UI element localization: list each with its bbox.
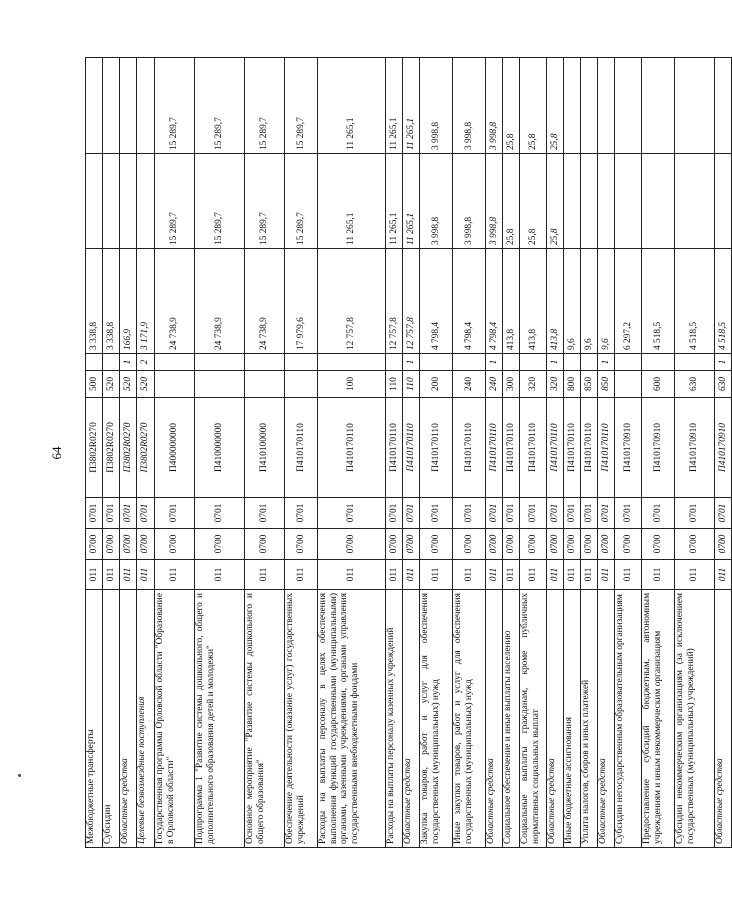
row-section: 0700	[453, 529, 486, 560]
row-glava: 011	[486, 560, 503, 590]
row-amount-2: 25,8	[520, 154, 547, 249]
row-amount-1: 4 518,5	[642, 249, 675, 354]
row-expense-type: 520	[120, 371, 137, 398]
row-expense-type: 240	[486, 371, 503, 398]
table-row	[318, 58, 386, 848]
row-subsection: 0701	[503, 498, 520, 529]
row-section: 0700	[120, 529, 137, 560]
row-amount-3	[86, 58, 103, 154]
row-source	[285, 354, 318, 371]
row-subsection: 0701	[715, 498, 732, 529]
row-glava: 011	[503, 560, 520, 590]
row-source	[675, 354, 715, 371]
table-row	[137, 58, 155, 848]
row-target-article: П410170110	[453, 398, 486, 498]
row-name: Межбюджетные трансферты	[86, 590, 103, 848]
row-name: Уплата налогов, сборов и иных платежей	[581, 590, 598, 848]
row-glava: 011	[103, 560, 120, 590]
row-amount-1: 9,6	[598, 249, 615, 354]
row-amount-1: 4 518,5	[675, 249, 715, 354]
row-amount-2	[120, 154, 137, 249]
row-subsection: 0701	[137, 498, 155, 529]
row-section: 0700	[155, 529, 195, 560]
row-glava: 011	[598, 560, 615, 590]
row-target-article: П410100000	[245, 398, 285, 498]
row-name: Областные средства	[715, 590, 732, 848]
row-amount-3	[581, 58, 598, 154]
scan-dot	[18, 774, 21, 777]
row-target-article: П410170110	[386, 398, 403, 498]
row-target-article: П410170910	[675, 398, 715, 498]
row-subsection: 0701	[598, 498, 615, 529]
row-source: 1	[403, 354, 420, 371]
row-expense-type: 630	[715, 371, 732, 398]
row-amount-2: 15 289,7	[245, 154, 285, 249]
row-amount-1: 24 738,9	[195, 249, 245, 354]
row-subsection: 0701	[86, 498, 103, 529]
row-glava: 011	[403, 560, 420, 590]
row-amount-1: 4 798,4	[486, 249, 503, 354]
row-subsection: 0701	[195, 498, 245, 529]
row-source	[245, 354, 285, 371]
row-target-article: П410000000	[195, 398, 245, 498]
row-glava: 011	[195, 560, 245, 590]
row-glava: 011	[675, 560, 715, 590]
row-subsection: 0701	[615, 498, 642, 529]
row-section: 0700	[598, 529, 615, 560]
table-row	[386, 58, 403, 848]
row-expense-type: 320	[520, 371, 547, 398]
row-expense-type	[285, 371, 318, 398]
table-row	[420, 58, 453, 848]
row-section: 0700	[245, 529, 285, 560]
row-target-article: П410170110	[285, 398, 318, 498]
page-number: 64	[49, 446, 64, 460]
row-source	[453, 354, 486, 371]
row-target-article: П410170910	[642, 398, 675, 498]
row-section: 0700	[137, 529, 155, 560]
row-amount-2	[615, 154, 642, 249]
row-name: Закупка товаров, работ и услуг для обеспечения государственных (муниципальных) нужд	[420, 590, 453, 848]
row-expense-type: 240	[453, 371, 486, 398]
row-target-article: П410170110	[318, 398, 386, 498]
table-row	[86, 58, 103, 848]
row-subsection: 0701	[155, 498, 195, 529]
row-section: 0700	[486, 529, 503, 560]
row-amount-3	[137, 58, 155, 154]
row-amount-2: 3 998,8	[453, 154, 486, 249]
row-section: 0700	[420, 529, 453, 560]
table-row	[245, 58, 285, 848]
row-source	[581, 354, 598, 371]
row-amount-3: 11 265,1	[403, 58, 420, 154]
row-amount-3: 25,8	[503, 58, 520, 154]
row-amount-1: 9,6	[581, 249, 598, 354]
row-expense-type: 520	[103, 371, 120, 398]
table-row	[403, 58, 420, 848]
row-source: 1	[486, 354, 503, 371]
row-target-article: П410170110	[564, 398, 581, 498]
row-name: Субсидии	[103, 590, 120, 848]
row-amount-3: 15 289,7	[195, 58, 245, 154]
row-amount-2: 15 289,7	[195, 154, 245, 249]
row-target-article: П410170910	[715, 398, 732, 498]
row-amount-3: 15 289,7	[245, 58, 285, 154]
row-source	[103, 354, 120, 371]
row-amount-2: 15 289,7	[155, 154, 195, 249]
row-glava: 011	[318, 560, 386, 590]
row-glava: 011	[547, 560, 564, 590]
row-glava: 011	[155, 560, 195, 590]
row-expense-type: 300	[503, 371, 520, 398]
row-target-article: П410170110	[486, 398, 503, 498]
row-name: Областные средства	[598, 590, 615, 848]
row-target-article: П410170110	[420, 398, 453, 498]
row-amount-3	[642, 58, 675, 154]
row-expense-type: 500	[86, 371, 103, 398]
row-section: 0700	[103, 529, 120, 560]
row-glava: 011	[615, 560, 642, 590]
row-expense-type: 200	[420, 371, 453, 398]
row-glava: 011	[386, 560, 403, 590]
row-source	[420, 354, 453, 371]
row-subsection: 0701	[245, 498, 285, 529]
row-glava: 011	[715, 560, 732, 590]
row-name: Государственная программа Орловской области "Образование в Орловской области"	[155, 590, 195, 848]
row-amount-3: 15 289,7	[285, 58, 318, 154]
row-expense-type: 100	[318, 371, 386, 398]
row-amount-1: 9,6	[564, 249, 581, 354]
row-amount-2: 11 265,1	[318, 154, 386, 249]
row-amount-3: 3 998,8	[453, 58, 486, 154]
row-amount-1: 12 757,8	[386, 249, 403, 354]
row-subsection: 0701	[564, 498, 581, 529]
row-name: Расходы на выплаты персоналу казенных учреждений	[386, 590, 403, 848]
table-row	[120, 58, 137, 848]
row-amount-2	[137, 154, 155, 249]
row-amount-3	[103, 58, 120, 154]
row-amount-2	[675, 154, 715, 249]
row-glava: 011	[245, 560, 285, 590]
row-section: 0700	[318, 529, 386, 560]
row-glava: 011	[86, 560, 103, 590]
row-section: 0700	[564, 529, 581, 560]
table-row	[675, 58, 715, 848]
row-name: Расходы на выплаты персоналу в целях обеспечения выполнения функций государственными (муниципальными) органами, казенными учреждениями, органами управления государственными внебюджетными фондами	[318, 590, 386, 848]
budget-table	[85, 57, 732, 848]
row-source	[642, 354, 675, 371]
row-subsection: 0701	[403, 498, 420, 529]
row-subsection: 0701	[675, 498, 715, 529]
row-amount-1: 3 338,8	[86, 249, 103, 354]
row-target-article: П410170110	[598, 398, 615, 498]
row-amount-1: 6 297,2	[615, 249, 642, 354]
table-row	[453, 58, 486, 848]
row-glava: 011	[453, 560, 486, 590]
row-source: 1	[715, 354, 732, 371]
row-glava: 011	[520, 560, 547, 590]
row-target-article: П410170110	[403, 398, 420, 498]
row-name: Предоставление субсидий бюджетным, автономным учреждениям и иным некоммерческим организациям	[642, 590, 675, 848]
row-target-article: П400000000	[155, 398, 195, 498]
row-amount-1: 3 338,8	[103, 249, 120, 354]
table-row	[155, 58, 195, 848]
row-amount-1: 3 171,9	[137, 249, 155, 354]
row-source: 1	[598, 354, 615, 371]
row-name: Областные средства	[547, 590, 564, 848]
table-row	[503, 58, 520, 848]
row-subsection: 0701	[520, 498, 547, 529]
row-source	[195, 354, 245, 371]
row-subsection: 0701	[642, 498, 675, 529]
row-expense-type: 630	[675, 371, 715, 398]
row-source	[386, 354, 403, 371]
row-amount-1: 4 798,4	[453, 249, 486, 354]
row-amount-3	[675, 58, 715, 154]
row-amount-2: 3 998,8	[486, 154, 503, 249]
row-target-article: П410170110	[547, 398, 564, 498]
row-target-article: П3802R0270	[120, 398, 137, 498]
row-section: 0700	[86, 529, 103, 560]
row-subsection: 0701	[581, 498, 598, 529]
row-amount-3: 11 265,1	[386, 58, 403, 154]
row-amount-1: 12 757,8	[403, 249, 420, 354]
row-source	[520, 354, 547, 371]
row-expense-type: 850	[581, 371, 598, 398]
row-name: Целевые безвозмездные поступления	[137, 590, 155, 848]
row-glava: 011	[642, 560, 675, 590]
row-amount-2	[581, 154, 598, 249]
row-source	[86, 354, 103, 371]
row-expense-type: 520	[137, 371, 155, 398]
row-expense-type: 800	[564, 371, 581, 398]
row-source: 1	[120, 354, 137, 371]
row-amount-3: 11 265,1	[318, 58, 386, 154]
row-subsection: 0701	[486, 498, 503, 529]
row-amount-3	[564, 58, 581, 154]
table-row	[103, 58, 120, 848]
row-section: 0700	[615, 529, 642, 560]
row-amount-1: 413,8	[547, 249, 564, 354]
row-amount-3: 25,8	[520, 58, 547, 154]
row-subsection: 0701	[420, 498, 453, 529]
row-amount-3: 3 998,8	[420, 58, 453, 154]
row-glava: 011	[581, 560, 598, 590]
row-amount-1: 413,8	[503, 249, 520, 354]
row-amount-2: 11 265,1	[403, 154, 420, 249]
row-section: 0700	[285, 529, 318, 560]
table-row	[715, 58, 732, 848]
row-amount-2: 15 289,7	[285, 154, 318, 249]
row-expense-type: 600	[642, 371, 675, 398]
row-source	[615, 354, 642, 371]
row-section: 0700	[547, 529, 564, 560]
row-amount-3	[120, 58, 137, 154]
row-name: Социальное обеспечение и иные выплаты населению	[503, 590, 520, 848]
row-amount-1: 4 798,4	[420, 249, 453, 354]
row-subsection: 0701	[453, 498, 486, 529]
row-subsection: 0701	[103, 498, 120, 529]
row-amount-2: 11 265,1	[386, 154, 403, 249]
table-row	[615, 58, 642, 848]
row-subsection: 0701	[285, 498, 318, 529]
row-amount-2: 25,8	[503, 154, 520, 249]
row-name: Подпрограмма 1 "Развитие системы дошкольного, общего и дополнительного образования детей и молодежи"	[195, 590, 245, 848]
row-source	[564, 354, 581, 371]
row-target-article: П410170110	[503, 398, 520, 498]
row-target-article: П3802R0270	[103, 398, 120, 498]
row-glava: 011	[137, 560, 155, 590]
row-glava: 011	[285, 560, 318, 590]
row-section: 0700	[503, 529, 520, 560]
row-subsection: 0701	[120, 498, 137, 529]
row-glava: 011	[420, 560, 453, 590]
row-name: Субсидии негосударственным образовательным организациям	[615, 590, 642, 848]
row-name: Областные средства	[120, 590, 137, 848]
row-glava: 011	[120, 560, 137, 590]
row-source	[318, 354, 386, 371]
row-amount-1: 12 757,8	[318, 249, 386, 354]
row-amount-3	[715, 58, 732, 154]
row-expense-type	[155, 371, 195, 398]
row-expense-type	[615, 371, 642, 398]
row-amount-3	[598, 58, 615, 154]
row-name: Обеспечение деятельности (оказание услуг) государственных учреждений	[285, 590, 318, 848]
row-section: 0700	[386, 529, 403, 560]
row-name: Иные закупки товаров, работ и услуг для обеспечения государственных (муниципальных) нужд	[453, 590, 486, 848]
row-subsection: 0701	[386, 498, 403, 529]
row-expense-type	[245, 371, 285, 398]
row-section: 0700	[642, 529, 675, 560]
row-expense-type: 850	[598, 371, 615, 398]
table-row	[581, 58, 598, 848]
row-name: Областные средства	[403, 590, 420, 848]
row-amount-1: 17 979,6	[285, 249, 318, 354]
row-source: 1	[547, 354, 564, 371]
row-amount-2	[715, 154, 732, 249]
row-name: Областные средства	[486, 590, 503, 848]
row-section: 0700	[195, 529, 245, 560]
row-amount-1: 413,8	[520, 249, 547, 354]
table-row	[598, 58, 615, 848]
row-target-article: П410170110	[581, 398, 598, 498]
row-amount-3: 3 998,8	[486, 58, 503, 154]
row-name: Основное мероприятие "Развитие системы дошкольного и общего образования"	[245, 590, 285, 848]
row-section: 0700	[715, 529, 732, 560]
row-section: 0700	[520, 529, 547, 560]
row-amount-3	[615, 58, 642, 154]
row-amount-2: 25,8	[547, 154, 564, 249]
table-row	[547, 58, 564, 848]
table-row	[285, 58, 318, 848]
budget-table-sheet	[85, 58, 728, 848]
row-source	[503, 354, 520, 371]
row-target-article: П410170110	[520, 398, 547, 498]
table-row	[520, 58, 547, 848]
row-target-article: П3802R0270	[137, 398, 155, 498]
row-amount-1: 24 738,9	[245, 249, 285, 354]
row-expense-type	[195, 371, 245, 398]
row-expense-type: 110	[403, 371, 420, 398]
row-name: Иные бюджетные ассигнования	[564, 590, 581, 848]
table-row	[195, 58, 245, 848]
row-name: Субсидии некоммерческим организациям (за исключением государственных (муниципальных) учреждений)	[675, 590, 715, 848]
row-expense-type: 320	[547, 371, 564, 398]
row-amount-1: 24 738,9	[155, 249, 195, 354]
row-subsection: 0701	[318, 498, 386, 529]
row-source	[155, 354, 195, 371]
table-row	[564, 58, 581, 848]
row-amount-2	[598, 154, 615, 249]
row-section: 0700	[581, 529, 598, 560]
row-amount-2: 3 998,8	[420, 154, 453, 249]
row-source: 2	[137, 354, 155, 371]
row-section: 0700	[675, 529, 715, 560]
row-target-article: П410170910	[615, 398, 642, 498]
row-subsection: 0701	[547, 498, 564, 529]
row-amount-3: 25,8	[547, 58, 564, 154]
table-row	[486, 58, 503, 848]
row-amount-1: 4 518,5	[715, 249, 732, 354]
row-amount-2	[564, 154, 581, 249]
table-row	[642, 58, 675, 848]
row-name: Социальные выплаты гражданам, кроме публичных нормативных социальных выплат	[520, 590, 547, 848]
row-amount-2	[642, 154, 675, 249]
row-amount-3: 15 289,7	[155, 58, 195, 154]
row-expense-type: 110	[386, 371, 403, 398]
row-amount-1: 166,9	[120, 249, 137, 354]
row-amount-2	[103, 154, 120, 249]
row-section: 0700	[403, 529, 420, 560]
row-glava: 011	[564, 560, 581, 590]
row-amount-2	[86, 154, 103, 249]
row-target-article: П3802R0270	[86, 398, 103, 498]
